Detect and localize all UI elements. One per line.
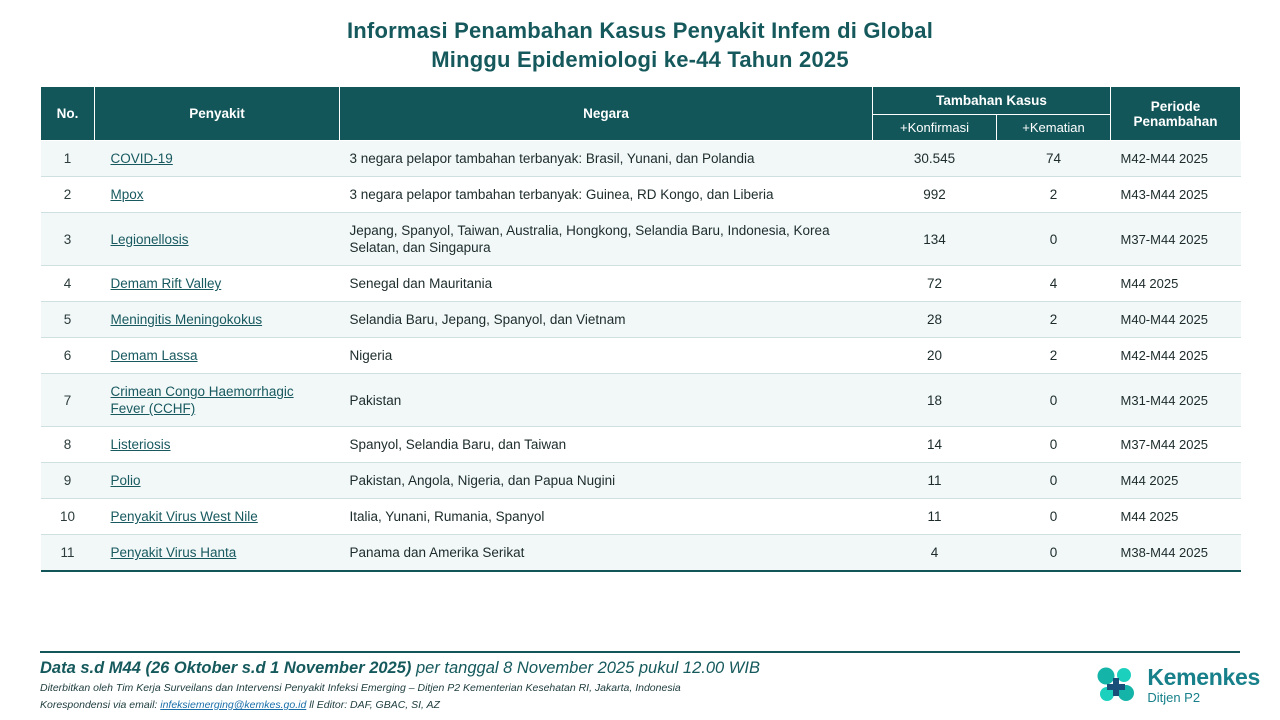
cell-confirmed: 11 — [873, 499, 997, 535]
cell-period: M31-M44 2025 — [1111, 374, 1241, 427]
logo-subtitle: Ditjen P2 — [1147, 690, 1201, 705]
cell-no: 9 — [41, 463, 95, 499]
logo-title: Kemenkes — [1147, 664, 1260, 690]
cell-no: 2 — [41, 177, 95, 213]
table-body — [41, 141, 1241, 572]
cell-deaths: 0 — [997, 427, 1111, 463]
cell-disease — [95, 374, 340, 427]
cell-period: M44 2025 — [1111, 463, 1241, 499]
header-country: Negara — [340, 87, 873, 141]
cell-period: M38-M44 2025 — [1111, 535, 1241, 572]
cell-country: Pakistan — [340, 374, 873, 427]
table-row — [41, 374, 1241, 427]
disease-link[interactable]: Listeriosis — [110, 437, 171, 452]
cell-no: 1 — [41, 141, 95, 177]
cell-no: 8 — [41, 427, 95, 463]
page-title — [0, 0, 1280, 74]
cell-period: M37-M44 2025 — [1111, 427, 1241, 463]
table-row — [41, 535, 1241, 572]
cell-deaths: 4 — [997, 266, 1111, 302]
footer-editor: ll Editor: DAF, GBAC, SI, AZ — [306, 699, 440, 711]
cell-disease — [95, 141, 340, 177]
header-disease: Penyakit — [95, 87, 340, 141]
disease-link[interactable]: Penyakit Virus West Nile — [110, 509, 258, 524]
cell-confirmed: 992 — [873, 177, 997, 213]
cell-no: 4 — [41, 266, 95, 302]
kemenkes-logo — [1093, 662, 1260, 708]
cell-disease — [95, 499, 340, 535]
footer-correspondence-label: Korespondensi via email: — [40, 699, 161, 711]
cell-period: M42-M44 2025 — [1111, 141, 1241, 177]
cell-period: M43-M44 2025 — [1111, 177, 1241, 213]
cell-confirmed: 30.545 — [873, 141, 997, 177]
table-row — [41, 177, 1241, 213]
cell-country: Jepang, Spanyol, Taiwan, Australia, Hongkong, Selandia Baru, Indonesia, Korea Selatan, dan Singapura — [340, 213, 873, 266]
cell-no: 5 — [41, 302, 95, 338]
footer-correspondence — [40, 698, 1240, 712]
cell-period: M40-M44 2025 — [1111, 302, 1241, 338]
cell-period: M42-M44 2025 — [1111, 338, 1241, 374]
disease-link[interactable]: Demam Lassa — [110, 348, 198, 363]
cell-period: M37-M44 2025 — [1111, 213, 1241, 266]
header-added-cases: Tambahan Kasus — [873, 87, 1111, 115]
cell-confirmed: 28 — [873, 302, 997, 338]
cell-disease — [95, 535, 340, 572]
cell-country: Italia, Yunani, Rumania, Spanyol — [340, 499, 873, 535]
cell-country: Selandia Baru, Jepang, Spanyol, dan Vietnam — [340, 302, 873, 338]
cell-no: 7 — [41, 374, 95, 427]
disease-link[interactable]: Penyakit Virus Hanta — [110, 545, 237, 560]
cell-confirmed: 14 — [873, 427, 997, 463]
footer-data-line — [40, 659, 1240, 678]
cell-disease — [95, 427, 340, 463]
footer-publisher: Diterbitkan oleh Tim Kerja Surveilans dan Intervensi Penyakit Infeksi Emerging – Ditjen P2 Kementerian Kesehatan RI, Jakarta, Indonesia — [40, 682, 681, 694]
cell-disease — [95, 213, 340, 266]
title-line-1: Informasi Penambahan Kasus Penyakit Infem di Global — [346, 18, 934, 43]
disease-link[interactable]: Meningitis Meningokokus — [110, 312, 263, 327]
footer — [40, 651, 1240, 712]
cell-disease — [95, 463, 340, 499]
cases-table — [40, 86, 1241, 572]
kemenkes-logo-text — [1147, 665, 1260, 705]
disease-link[interactable]: Mpox — [110, 187, 144, 202]
cell-deaths: 0 — [997, 213, 1111, 266]
cell-deaths: 2 — [997, 338, 1111, 374]
cell-confirmed: 134 — [873, 213, 997, 266]
header-period: Periode Penambahan — [1111, 87, 1241, 141]
disease-link[interactable]: Demam Rift Valley — [110, 276, 222, 291]
table-row — [41, 266, 1241, 302]
cell-country: Senegal dan Mauritania — [340, 266, 873, 302]
cell-deaths: 0 — [997, 463, 1111, 499]
table-row — [41, 213, 1241, 266]
disease-link[interactable]: Crimean Congo Haemorrhagic Fever (CCHF) — [110, 384, 294, 416]
cell-deaths: 74 — [997, 141, 1111, 177]
table-row — [41, 499, 1241, 535]
table-row — [41, 463, 1241, 499]
header-confirmed: +Konfirmasi — [873, 115, 997, 141]
header-deaths: +Kematian — [997, 115, 1111, 141]
cell-disease — [95, 266, 340, 302]
header-no: No. — [41, 87, 95, 141]
cell-country: Nigeria — [340, 338, 873, 374]
disease-link[interactable]: Legionellosis — [110, 231, 189, 247]
disease-link[interactable]: COVID-19 — [110, 151, 173, 166]
cell-period: M44 2025 — [1111, 499, 1241, 535]
cell-confirmed: 72 — [873, 266, 997, 302]
cell-no: 3 — [41, 213, 95, 266]
cell-no: 10 — [41, 499, 95, 535]
kemenkes-logo-icon — [1093, 662, 1139, 708]
table-row — [41, 427, 1241, 463]
cell-period: M44 2025 — [1111, 266, 1241, 302]
cell-no: 6 — [41, 338, 95, 374]
cases-table-wrapper — [40, 86, 1240, 572]
cell-disease — [95, 302, 340, 338]
footer-email-link[interactable]: infeksiemerging@kemkes.go.id — [160, 699, 307, 711]
cell-confirmed: 18 — [873, 374, 997, 427]
cell-no: 11 — [41, 535, 95, 572]
cell-deaths: 2 — [997, 302, 1111, 338]
footer-data-rest: per tanggal 8 November 2025 pukul 12.00 WIB — [411, 659, 760, 677]
table-header — [41, 87, 1241, 141]
cell-country: Spanyol, Selandia Baru, dan Taiwan — [340, 427, 873, 463]
table-row — [41, 141, 1241, 177]
cell-country: 3 negara pelapor tambahan terbanyak: Guinea, RD Kongo, dan Liberia — [340, 177, 873, 213]
cell-country: Panama dan Amerika Serikat — [340, 535, 873, 572]
cell-country: 3 negara pelapor tambahan terbanyak: Brasil, Yunani, dan Polandia — [340, 141, 873, 177]
cell-disease — [95, 338, 340, 374]
title-line-2: Minggu Epidemiologi ke-44 Tahun 2025 — [431, 47, 849, 72]
cell-country: Pakistan, Angola, Nigeria, dan Papua Nugini — [340, 463, 873, 499]
cell-confirmed: 20 — [873, 338, 997, 374]
cell-disease — [95, 177, 340, 213]
table-row — [41, 338, 1241, 374]
cell-deaths: 0 — [997, 535, 1111, 572]
cell-deaths: 0 — [997, 499, 1111, 535]
disease-link[interactable]: Polio — [110, 473, 141, 488]
cell-deaths: 2 — [997, 177, 1111, 213]
table-row — [41, 302, 1241, 338]
cell-confirmed: 11 — [873, 463, 997, 499]
cell-deaths: 0 — [997, 374, 1111, 427]
cell-confirmed: 4 — [873, 535, 997, 572]
footer-data-bold: Data s.d M44 (26 Oktober s.d 1 November 2025) — [40, 659, 412, 677]
